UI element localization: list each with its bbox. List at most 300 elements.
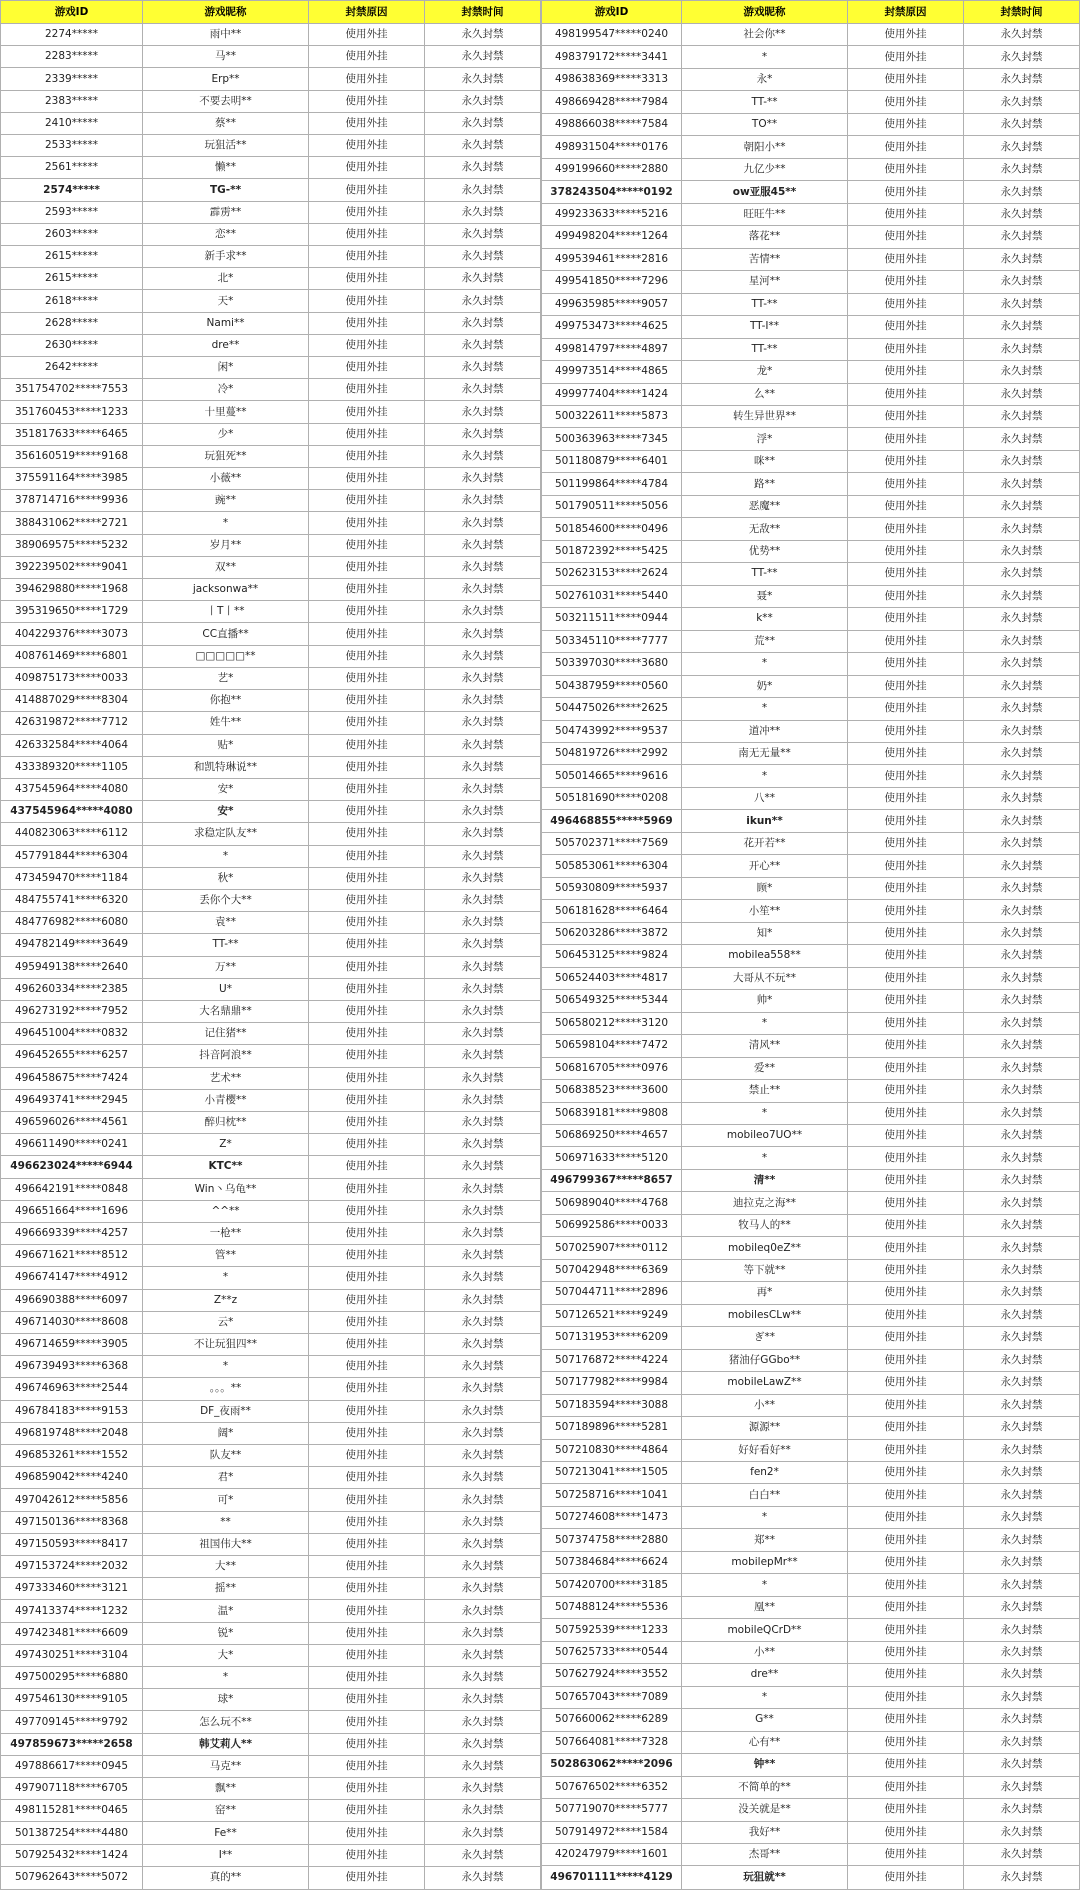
cell-nickname: 管** [143, 1245, 309, 1267]
cell-nickname: 无敌** [682, 518, 848, 540]
cell-ban-reason: 使用外挂 [309, 268, 425, 290]
cell-nickname: 记住猪** [143, 1023, 309, 1045]
table-row [1, 468, 541, 490]
cell-game-id: 499814797*****4897 [542, 338, 682, 360]
cell-ban-time: 永久封禁 [964, 630, 1080, 652]
cell-nickname: 锐* [143, 1622, 309, 1644]
table-row [1, 1200, 541, 1222]
cell-game-id: 507664081*****7328 [542, 1731, 682, 1753]
table-row [1, 534, 541, 556]
table-row [1, 157, 541, 179]
cell-game-id: 507183594*****3088 [542, 1394, 682, 1416]
table-row [1, 46, 541, 68]
cell-ban-reason: 使用外挂 [309, 912, 425, 934]
cell-nickname: 八** [682, 787, 848, 809]
cell-ban-reason: 使用外挂 [309, 712, 425, 734]
table-row [1, 1222, 541, 1244]
table-row [542, 1574, 1080, 1596]
cell-ban-reason: 使用外挂 [848, 1641, 964, 1663]
table-row [1, 1556, 541, 1578]
cell-ban-reason: 使用外挂 [848, 428, 964, 450]
cell-nickname: fen2* [682, 1462, 848, 1484]
table-row [542, 1484, 1080, 1506]
cell-ban-reason: 使用外挂 [309, 1467, 425, 1489]
cell-nickname: Win丶乌龟** [143, 1178, 309, 1200]
cell-ban-time: 永久封禁 [425, 445, 541, 467]
cell-game-id: 498669428*****7984 [542, 91, 682, 113]
table-row [1, 1333, 541, 1355]
cell-ban-time: 永久封禁 [425, 46, 541, 68]
cell-ban-time: 永久封禁 [964, 1439, 1080, 1461]
table-row [1, 978, 541, 1000]
cell-nickname: ** [143, 1511, 309, 1533]
cell-nickname: 杰哥** [682, 1843, 848, 1865]
cell-nickname: 窑** [143, 1800, 309, 1822]
cell-ban-time: 永久封禁 [425, 334, 541, 356]
cell-game-id: 497430251*****3104 [1, 1644, 143, 1666]
cell-nickname: 恋** [143, 223, 309, 245]
cell-ban-time: 永久封禁 [425, 690, 541, 712]
cell-game-id: 378243504*****0192 [542, 181, 682, 203]
cell-ban-time: 永久封禁 [425, 1400, 541, 1422]
table-row [542, 1417, 1080, 1439]
cell-game-id: 497546130*****9105 [1, 1689, 143, 1711]
cell-nickname: mobileQCrD** [682, 1619, 848, 1641]
cell-ban-time: 永久封禁 [425, 1111, 541, 1133]
cell-game-id: 2628***** [1, 312, 143, 334]
cell-ban-reason: 使用外挂 [848, 1776, 964, 1798]
cell-nickname: Fe** [143, 1822, 309, 1844]
cell-game-id: 414887029*****8304 [1, 690, 143, 712]
cell-ban-time: 永久封禁 [964, 720, 1080, 742]
table-row [1, 1134, 541, 1156]
cell-ban-reason: 使用外挂 [848, 1574, 964, 1596]
cell-nickname: 大哥从不玩** [682, 967, 848, 989]
cell-game-id: 496799367*****8657 [542, 1169, 682, 1191]
cell-game-id: 497153724*****2032 [1, 1556, 143, 1578]
cell-ban-time: 永久封禁 [964, 203, 1080, 225]
cell-ban-time: 永久封禁 [964, 1147, 1080, 1169]
cell-nickname: 星河** [682, 271, 848, 293]
cell-ban-time: 永久封禁 [964, 1169, 1080, 1191]
cell-nickname: 安* [143, 801, 309, 823]
cell-game-id: 2615***** [1, 246, 143, 268]
cell-nickname: Z* [143, 1134, 309, 1156]
cell-nickname: 优势** [682, 540, 848, 562]
cell-ban-time: 永久封禁 [425, 912, 541, 934]
cell-ban-time: 永久封禁 [425, 601, 541, 623]
cell-game-id: 420247979*****1601 [542, 1843, 682, 1865]
cell-ban-reason: 使用外挂 [848, 1731, 964, 1753]
cell-ban-reason: 使用外挂 [848, 1259, 964, 1281]
cell-ban-reason: 使用外挂 [848, 877, 964, 899]
cell-ban-time: 永久封禁 [964, 293, 1080, 315]
cell-ban-reason: 使用外挂 [848, 585, 964, 607]
cell-game-id: 499233633*****5216 [542, 203, 682, 225]
table-row [1, 667, 541, 689]
cell-ban-reason: 使用外挂 [848, 653, 964, 675]
cell-nickname: * [682, 1506, 848, 1528]
cell-game-id: 500363963*****7345 [542, 428, 682, 450]
cell-game-id: 507131953*****6209 [542, 1327, 682, 1349]
cell-ban-time: 永久封禁 [425, 179, 541, 201]
table-row [1, 90, 541, 112]
cell-ban-time: 永久封禁 [964, 248, 1080, 270]
cell-game-id: 507627924*****3552 [542, 1664, 682, 1686]
cell-game-id: 496746963*****2544 [1, 1378, 143, 1400]
cell-ban-time: 永久封禁 [425, 90, 541, 112]
cell-ban-time: 永久封禁 [425, 68, 541, 90]
cell-game-id: 437545964*****4080 [1, 801, 143, 823]
cell-nickname: 没关就是** [682, 1799, 848, 1821]
cell-game-id: 496714030*****8608 [1, 1311, 143, 1333]
table-row [1, 1023, 541, 1045]
table-row [1, 1245, 541, 1267]
cell-nickname: 一枪** [143, 1222, 309, 1244]
cell-ban-reason: 使用外挂 [309, 579, 425, 601]
cell-game-id: 2561***** [1, 157, 143, 179]
cell-game-id: 496260334*****2385 [1, 978, 143, 1000]
cell-ban-time: 永久封禁 [964, 383, 1080, 405]
table-row [1, 379, 541, 401]
cell-game-id: 507213041*****1505 [542, 1462, 682, 1484]
table-row [542, 1731, 1080, 1753]
cell-nickname: 求稳定队友** [143, 823, 309, 845]
cell-ban-reason: 使用外挂 [848, 1866, 964, 1890]
cell-ban-time: 永久封禁 [964, 1754, 1080, 1776]
cell-nickname: ikun** [682, 810, 848, 832]
cell-nickname: 牧马人的** [682, 1214, 848, 1236]
cell-ban-reason: 使用外挂 [848, 136, 964, 158]
cell-nickname: 玩狙死** [143, 445, 309, 467]
table-row [542, 226, 1080, 248]
table-row [542, 967, 1080, 989]
cell-game-id: 507176872*****4224 [542, 1349, 682, 1371]
cell-nickname: I** [143, 1844, 309, 1866]
cell-game-id: 498638369*****3313 [542, 68, 682, 90]
cell-nickname: 丢你个大** [143, 889, 309, 911]
table-row [1, 1156, 541, 1178]
cell-nickname: 新手求** [143, 246, 309, 268]
cell-ban-reason: 使用外挂 [309, 801, 425, 823]
cell-ban-time: 永久封禁 [425, 401, 541, 423]
cell-game-id: 351754702*****7553 [1, 379, 143, 401]
cell-ban-time: 永久封禁 [964, 765, 1080, 787]
cell-game-id: 507258716*****1041 [542, 1484, 682, 1506]
cell-game-id: 507592539*****1233 [542, 1619, 682, 1641]
cell-ban-time: 永久封禁 [964, 1686, 1080, 1708]
cell-ban-reason: 使用外挂 [848, 990, 964, 1012]
cell-game-id: 496819748*****2048 [1, 1422, 143, 1444]
table-row [1, 1111, 541, 1133]
cell-nickname: 花开若** [682, 832, 848, 854]
table-row [542, 1372, 1080, 1394]
cell-game-id: 507274608*****1473 [542, 1506, 682, 1528]
cell-game-id: 501387254*****4480 [1, 1822, 143, 1844]
cell-ban-time: 永久封禁 [964, 1641, 1080, 1663]
cell-ban-time: 永久封禁 [964, 68, 1080, 90]
cell-game-id: 499635985*****9057 [542, 293, 682, 315]
cell-nickname: 好好看好** [682, 1439, 848, 1461]
cell-ban-reason: 使用外挂 [309, 1711, 425, 1733]
table-row [542, 990, 1080, 1012]
table-row [542, 181, 1080, 203]
cell-nickname: 猪油仔GGbo** [682, 1349, 848, 1371]
cell-ban-time: 永久封禁 [425, 1467, 541, 1489]
cell-ban-time: 永久封禁 [964, 1799, 1080, 1821]
table-row [1, 1267, 541, 1289]
cell-ban-time: 永久封禁 [425, 1000, 541, 1022]
table-row [1, 1578, 541, 1600]
cell-ban-time: 永久封禁 [964, 1776, 1080, 1798]
cell-nickname: mobilesCLw** [682, 1304, 848, 1326]
table-row [1, 1711, 541, 1733]
cell-game-id: 507025907*****0112 [542, 1237, 682, 1259]
cell-game-id: 496273192*****7952 [1, 1000, 143, 1022]
cell-nickname: 大名鼎鼎** [143, 1000, 309, 1022]
cell-nickname: 社会你** [682, 24, 848, 46]
table-row [542, 900, 1080, 922]
cell-game-id: 496714659*****3905 [1, 1333, 143, 1355]
cell-ban-reason: 使用外挂 [848, 158, 964, 180]
table-row [1, 1600, 541, 1622]
cell-nickname: 豌** [143, 490, 309, 512]
cell-ban-reason: 使用外挂 [848, 405, 964, 427]
cell-ban-time: 永久封禁 [964, 675, 1080, 697]
cell-game-id: 507488124*****5536 [542, 1596, 682, 1618]
cell-ban-time: 永久封禁 [425, 823, 541, 845]
cell-ban-time: 永久封禁 [964, 1012, 1080, 1034]
cell-ban-reason: 使用外挂 [848, 1124, 964, 1146]
cell-ban-reason: 使用外挂 [309, 1622, 425, 1644]
table-row [1, 867, 541, 889]
cell-ban-reason: 使用外挂 [309, 246, 425, 268]
cell-ban-reason: 使用外挂 [309, 556, 425, 578]
table-row [1, 357, 541, 379]
cell-ban-time: 永久封禁 [964, 832, 1080, 854]
cell-game-id: 408761469*****6801 [1, 645, 143, 667]
cell-nickname: 迪拉克之海** [682, 1192, 848, 1214]
cell-game-id: 502863062*****2096 [542, 1754, 682, 1776]
cell-game-id: 500322611*****5873 [542, 405, 682, 427]
cell-game-id: 506203286*****3872 [542, 922, 682, 944]
cell-ban-reason: 使用外挂 [309, 1578, 425, 1600]
cell-game-id: 351760453*****1233 [1, 401, 143, 423]
cell-nickname: mobileo7UO** [682, 1124, 848, 1146]
cell-ban-time: 永久封禁 [964, 361, 1080, 383]
cell-game-id: 433389320*****1105 [1, 756, 143, 778]
cell-nickname: 安* [143, 778, 309, 800]
cell-nickname: 小** [682, 1641, 848, 1663]
cell-nickname: 凰** [682, 1596, 848, 1618]
cell-ban-reason: 使用外挂 [848, 1304, 964, 1326]
cell-ban-time: 永久封禁 [964, 450, 1080, 472]
table-row [542, 1641, 1080, 1663]
cell-ban-time: 永久封禁 [425, 889, 541, 911]
table-row [1, 1778, 541, 1800]
cell-ban-reason: 使用外挂 [309, 1000, 425, 1022]
cell-ban-reason: 使用外挂 [848, 293, 964, 315]
cell-ban-time: 永久封禁 [964, 1731, 1080, 1753]
cell-game-id: 507210830*****4864 [542, 1439, 682, 1461]
cell-game-id: 507126521*****9249 [542, 1304, 682, 1326]
cell-ban-reason: 使用外挂 [309, 1067, 425, 1089]
cell-ban-time: 永久封禁 [425, 268, 541, 290]
cell-ban-time: 永久封禁 [964, 1394, 1080, 1416]
cell-nickname: 懒** [143, 157, 309, 179]
cell-nickname: 大* [143, 1644, 309, 1666]
cell-game-id: 506816705*****0976 [542, 1057, 682, 1079]
cell-nickname: TT-** [682, 563, 848, 585]
cell-nickname: CC直播** [143, 623, 309, 645]
cell-game-id: 2642***** [1, 357, 143, 379]
cell-ban-reason: 使用外挂 [309, 1422, 425, 1444]
cell-ban-time: 永久封禁 [425, 1511, 541, 1533]
table-row [1, 1400, 541, 1422]
cell-nickname: 南无无量** [682, 743, 848, 765]
cell-ban-time: 永久封禁 [425, 1689, 541, 1711]
header-row [542, 1, 1080, 24]
cell-ban-reason: 使用外挂 [309, 312, 425, 334]
cell-ban-time: 永久封禁 [425, 1378, 541, 1400]
cell-ban-time: 永久封禁 [425, 1445, 541, 1467]
cell-game-id: 495949138*****2640 [1, 956, 143, 978]
cell-game-id: 506992586*****0033 [542, 1214, 682, 1236]
table-row [1, 1467, 541, 1489]
cell-ban-time: 永久封禁 [425, 756, 541, 778]
cell-game-id: 503211511*****0944 [542, 608, 682, 630]
cell-ban-time: 永久封禁 [964, 1237, 1080, 1259]
cell-game-id: 497333460*****3121 [1, 1578, 143, 1600]
table-row [542, 1529, 1080, 1551]
cell-nickname: 双** [143, 556, 309, 578]
table-row [542, 248, 1080, 270]
table-row [542, 113, 1080, 135]
cell-game-id: 498931504*****0176 [542, 136, 682, 158]
cell-game-id: 497500295*****6880 [1, 1667, 143, 1689]
cell-nickname: 帅* [682, 990, 848, 1012]
cell-ban-reason: 使用外挂 [848, 68, 964, 90]
cell-ban-reason: 使用外挂 [309, 1311, 425, 1333]
cell-nickname: mobilea558** [682, 945, 848, 967]
table-row [542, 698, 1080, 720]
table-row [542, 1799, 1080, 1821]
cell-game-id: 389069575*****5232 [1, 534, 143, 556]
table-row [542, 1327, 1080, 1349]
cell-nickname: U* [143, 978, 309, 1000]
cell-ban-reason: 使用外挂 [309, 1445, 425, 1467]
cell-ban-time: 永久封禁 [425, 956, 541, 978]
cell-nickname: 贴* [143, 734, 309, 756]
cell-game-id: 507374758*****2880 [542, 1529, 682, 1551]
cell-ban-time: 永久封禁 [964, 1596, 1080, 1618]
cell-ban-reason: 使用外挂 [309, 1800, 425, 1822]
cell-ban-reason: 使用外挂 [848, 450, 964, 472]
cell-nickname: * [682, 765, 848, 787]
ban-table-right [541, 0, 1080, 1890]
table-row [542, 1439, 1080, 1461]
cell-nickname: 冷* [143, 379, 309, 401]
cell-game-id: 507719070*****5777 [542, 1799, 682, 1821]
cell-ban-time: 永久封禁 [425, 556, 541, 578]
cell-nickname: 丨T丨** [143, 601, 309, 623]
table-row [542, 450, 1080, 472]
cell-ban-reason: 使用外挂 [848, 1237, 964, 1259]
cell-nickname: mobileq0eZ** [682, 1237, 848, 1259]
cell-ban-time: 永久封禁 [425, 667, 541, 689]
cell-ban-time: 永久封禁 [964, 1574, 1080, 1596]
cell-ban-time: 永久封禁 [964, 338, 1080, 360]
cell-ban-time: 永久封禁 [425, 1822, 541, 1844]
cell-ban-reason: 使用外挂 [309, 201, 425, 223]
cell-nickname: □□□□□** [143, 645, 309, 667]
table-row [542, 271, 1080, 293]
cell-game-id: 507914972*****1584 [542, 1821, 682, 1843]
cell-nickname: 知* [682, 922, 848, 944]
table-row [542, 428, 1080, 450]
table-row [542, 1282, 1080, 1304]
cell-game-id: 484776982*****6080 [1, 912, 143, 934]
cell-nickname: dre** [682, 1664, 848, 1686]
cell-ban-reason: 使用外挂 [309, 1178, 425, 1200]
cell-game-id: 388431062*****2721 [1, 512, 143, 534]
cell-nickname: * [682, 1574, 848, 1596]
header-nickname: 游戏昵称 [143, 1, 309, 24]
cell-ban-time: 永久封禁 [425, 1578, 541, 1600]
cell-nickname: 雨中** [143, 24, 309, 46]
cell-ban-time: 永久封禁 [964, 158, 1080, 180]
cell-ban-time: 永久封禁 [425, 778, 541, 800]
table-row [1, 112, 541, 134]
table-row [1, 1311, 541, 1333]
cell-nickname: 小笙** [682, 900, 848, 922]
cell-game-id: 426332584*****4064 [1, 734, 143, 756]
cell-ban-reason: 使用外挂 [309, 1533, 425, 1555]
cell-game-id: 506580212*****3120 [542, 1012, 682, 1034]
cell-nickname: Z**z [143, 1289, 309, 1311]
cell-nickname: 小薇** [143, 468, 309, 490]
cell-ban-reason: 使用外挂 [309, 445, 425, 467]
cell-ban-time: 永久封禁 [964, 1349, 1080, 1371]
cell-ban-reason: 使用外挂 [848, 383, 964, 405]
cell-ban-reason: 使用外挂 [848, 1529, 964, 1551]
cell-ban-reason: 使用外挂 [309, 845, 425, 867]
cell-game-id: 498199547*****0240 [542, 24, 682, 46]
cell-nickname: 真的** [143, 1866, 309, 1889]
cell-nickname: 苦情** [682, 248, 848, 270]
cell-ban-time: 永久封禁 [425, 1356, 541, 1378]
cell-ban-time: 永久封禁 [964, 91, 1080, 113]
table-row [1, 778, 541, 800]
table-row [1, 401, 541, 423]
cell-game-id: 501199864*****4784 [542, 473, 682, 495]
cell-nickname: 玩狙活** [143, 135, 309, 157]
cell-game-id: 505181690*****0208 [542, 787, 682, 809]
cell-ban-time: 永久封禁 [425, 1311, 541, 1333]
cell-ban-reason: 使用外挂 [848, 540, 964, 562]
cell-ban-reason: 使用外挂 [848, 1799, 964, 1821]
cell-ban-time: 永久封禁 [964, 1619, 1080, 1641]
table-row [1, 24, 541, 46]
cell-ban-reason: 使用外挂 [309, 1245, 425, 1267]
cell-ban-reason: 使用外挂 [848, 1619, 964, 1641]
table-row [1, 68, 541, 90]
cell-nickname: 小青樱** [143, 1089, 309, 1111]
cell-ban-reason: 使用外挂 [309, 823, 425, 845]
cell-game-id: 473459470*****1184 [1, 867, 143, 889]
cell-game-id: 501854600*****0496 [542, 518, 682, 540]
cell-ban-reason: 使用外挂 [848, 1169, 964, 1191]
